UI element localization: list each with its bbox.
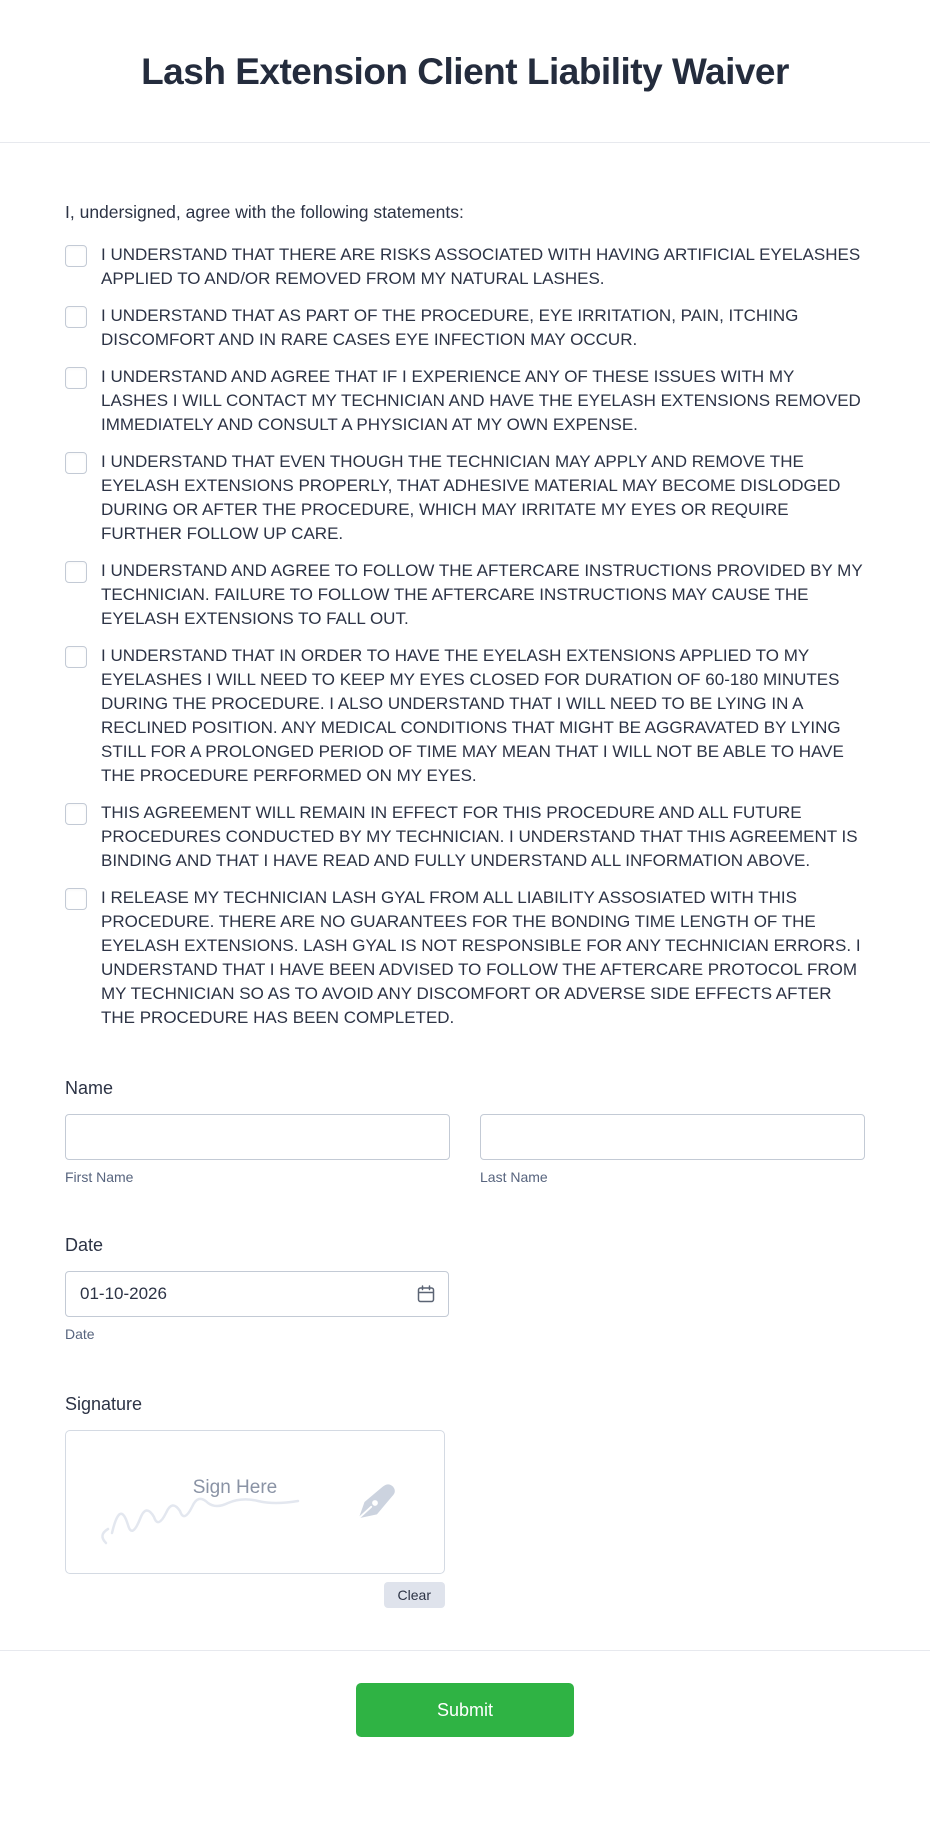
statement-item[interactable] <box>65 886 865 1030</box>
date-sublabel: Date <box>65 1326 95 1342</box>
statement-item[interactable] <box>65 365 865 437</box>
date-field-label: Date <box>65 1235 104 1255</box>
statement-item[interactable] <box>65 644 865 788</box>
checkbox[interactable] <box>65 888 87 910</box>
pen-icon <box>354 1481 396 1523</box>
divider <box>0 1650 930 1651</box>
statement-item[interactable] <box>65 450 865 546</box>
statement-text: I UNDERSTAND AND AGREE THAT IF I EXPERIENCE ANY OF THESE ISSUES WITH MY LASHES I WILL CONTACT MY TECHNICIAN AND HAVE THE EYELASH EXTENSIONS REMOVED IMMEDIATELY AND CONSULT A PHYSICIAN AT MY OWN EXPENSE. <box>101 367 861 434</box>
statement-text: I RELEASE MY TECHNICIAN LASH GYAL FROM ALL LIABILITY ASSOSIATED WITH THIS PROCEDURE. THERE ARE NO GUARANTEES FOR THE BONDING TIME LENGTH OF THE EYELASH EXTENSIONS. LASH GYAL IS NOT RESPONSIBLE FOR ANY TECHNICIAN ERRORS. I UNDERSTAND THAT I HAVE BEEN ADVISED TO FOLLOW THE AFTERCARE PROTOCOL FROM MY TECHNICIAN SO AS TO AVOID ANY DISCOMFORT OR ADVERSE SIDE EFFECTS AFTER THE PROCEDURE HAS BEEN COMPLETED. <box>101 888 861 1027</box>
statement-text: I UNDERSTAND THAT AS PART OF THE PROCEDURE, EYE IRRITATION, PAIN, ITCHING DISCOMFORT AND IN RARE CASES EYE INFECTION MAY OCCUR. <box>101 306 799 349</box>
statement-item[interactable] <box>65 304 865 352</box>
last-name-column <box>480 1114 865 1185</box>
submit-row <box>0 1683 930 1817</box>
checkbox[interactable] <box>65 245 87 267</box>
last-name-sublabel: Last Name <box>480 1169 548 1185</box>
checkbox[interactable] <box>65 367 87 389</box>
statement-checklist <box>65 243 865 1030</box>
statement-text: I UNDERSTAND THAT THERE ARE RISKS ASSOCIATED WITH HAVING ARTIFICIAL EYELASHES APPLIED TO AND/OR REMOVED FROM MY NATURAL LASHES. <box>101 245 861 288</box>
first-name-column <box>65 1114 450 1185</box>
statement-text: THIS AGREEMENT WILL REMAIN IN EFFECT FOR THIS PROCEDURE AND ALL FUTURE PROCEDURES CONDUCTED BY MY TECHNICIAN. I UNDERSTAND THAT THIS AGREEMENT IS BINDING AND THAT I HAVE READ AND FULLY UNDERSTAND ALL INFORMATION ABOVE. <box>101 803 858 870</box>
first-name-sublabel: First Name <box>65 1169 134 1185</box>
statement-item[interactable] <box>65 801 865 873</box>
statement-item[interactable] <box>65 243 865 291</box>
signature-pad[interactable] <box>65 1430 445 1574</box>
page-title: Lash Extension Client Liability Waiver <box>141 51 789 92</box>
calendar-icon[interactable] <box>416 1284 436 1304</box>
statement-text: I UNDERSTAND THAT EVEN THOUGH THE TECHNICIAN MAY APPLY AND REMOVE THE EYELASH EXTENSIONS PROPERLY, THAT ADHESIVE MATERIAL MAY BECOME DISLODGED DURING OR AFTER THE PROCEDURE, WHICH MAY IRRITATE MY EYES OR REQUIRE FURTHER FOLLOW UP CARE. <box>101 452 841 543</box>
checkbox[interactable] <box>65 561 87 583</box>
signature-field-label: Signature <box>65 1394 143 1414</box>
agreement-intro: I, undersigned, agree with the following statements: <box>65 202 464 222</box>
sign-here-placeholder: Sign Here <box>192 1477 278 1498</box>
statement-item[interactable] <box>65 559 865 631</box>
statement-text: I UNDERSTAND AND AGREE TO FOLLOW THE AFTERCARE INSTRUCTIONS PROVIDED BY MY TECHNICIAN. FAILURE TO FOLLOW THE AFTERCARE INSTRUCTIONS MAY CAUSE THE EYELASH EXTENSIONS TO FALL OUT. <box>101 561 863 628</box>
date-input[interactable] <box>78 1283 416 1305</box>
checkbox[interactable] <box>65 452 87 474</box>
clear-signature-button[interactable]: Clear <box>384 1582 445 1608</box>
first-name-input[interactable] <box>65 1114 450 1160</box>
form-body <box>0 199 930 1608</box>
signature-actions <box>65 1582 445 1608</box>
date-field <box>65 1271 449 1317</box>
statement-text: I UNDERSTAND THAT IN ORDER TO HAVE THE EYELASH EXTENSIONS APPLIED TO MY EYELASHES I WILL NEED TO KEEP MY EYES CLOSED FOR DURATION OF 60-180 MINUTES DURING THE PROCEDURE. I ALSO UNDERSTAND THAT I WILL NEED TO BE LYING IN A RECLINED POSITION. ANY MEDICAL CONDITIONS THAT MIGHT BE AGGRAVATED BY LYING STILL FOR A PROLONGED PERIOD OF TIME MAY MEAN THAT I WILL NOT BE ABLE TO HAVE THE PROCEDURE PERFORMED ON MY EYES. <box>101 646 844 785</box>
checkbox[interactable] <box>65 646 87 668</box>
name-field <box>65 1114 865 1185</box>
name-field-label: Name <box>65 1078 114 1098</box>
submit-button[interactable]: Submit <box>356 1683 574 1737</box>
checkbox[interactable] <box>65 803 87 825</box>
checkbox[interactable] <box>65 306 87 328</box>
form-header <box>0 0 930 143</box>
last-name-input[interactable] <box>480 1114 865 1160</box>
